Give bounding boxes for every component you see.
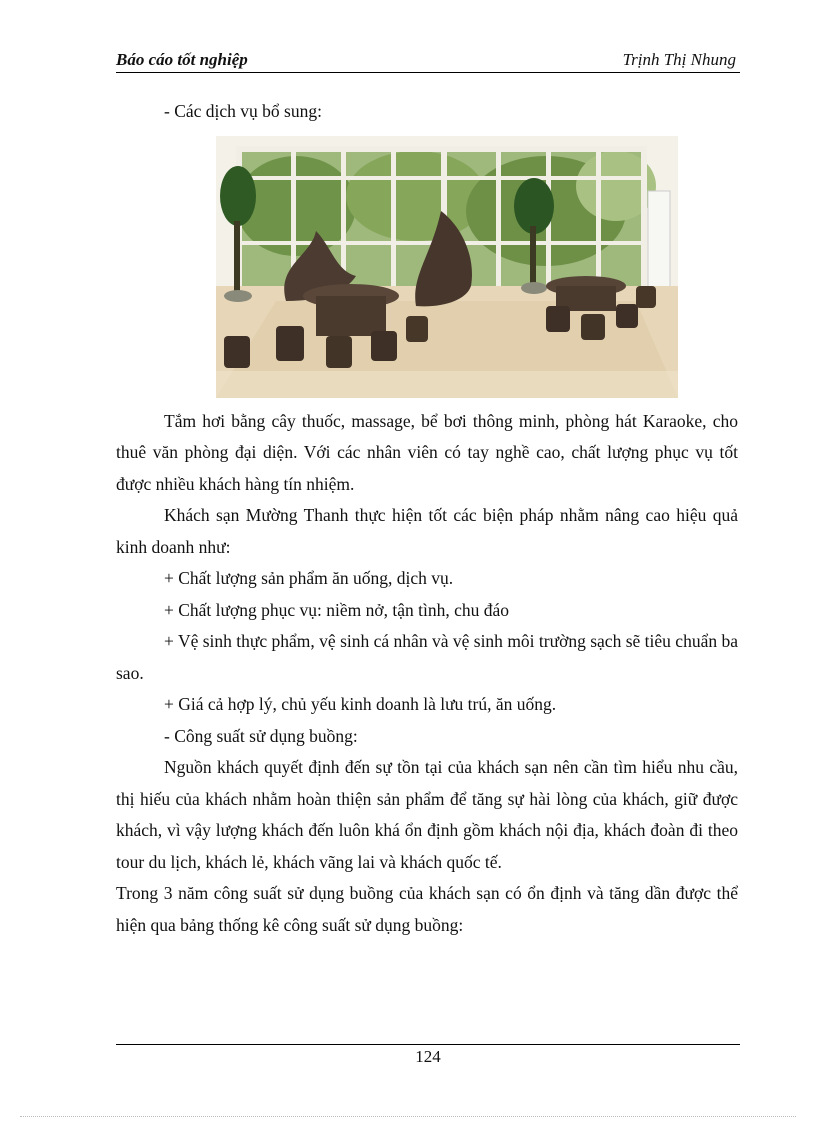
paragraph-measures: Khách sạn Mường Thanh thực hiện tốt các biện pháp nhằm nâng cao hiệu quả kinh doanh như: bbox=[116, 505, 738, 557]
lobby-photo-illustration bbox=[216, 136, 678, 398]
list-item: + Chất lượng sản phẩm ăn uống, dịch vụ. bbox=[164, 568, 454, 588]
page-body bbox=[116, 96, 738, 941]
page-footer bbox=[116, 1044, 740, 1067]
list-item: + Vệ sinh thực phẩm, vệ sinh cá nhân và vệ sinh môi trường sạch sẽ tiêu chuẩn ba sao. bbox=[116, 631, 738, 683]
page-number: 124 bbox=[415, 1047, 441, 1066]
heading-capacity: - Công suất sử dụng buồng: bbox=[164, 725, 358, 746]
paragraph-services: Tắm hơi bằng cây thuốc, massage, bể bơi thông minh, phòng hát Karaoke, cho thuê văn phòng đại diện. Với các nhân viên có tay nghề cao, chất lượng phục vụ tốt được nhiều khách hàng tín nhiệm. bbox=[116, 410, 738, 494]
list-item: + Giá cả hợp lý, chủ yếu kinh doanh là lưu trú, ăn uống. bbox=[164, 694, 557, 714]
paragraph-capacity-continued: Trong 3 năm công suất sử dụng buồng của khách sạn có ổn định và tăng dần được thể hiện qua bảng thống kê công suất sử dụng buồng: bbox=[116, 883, 738, 935]
author-name: Trịnh Thị Nhung bbox=[622, 50, 736, 69]
paragraph-capacity: Nguồn khách quyết định đến sự tồn tại của khách sạn nên cần tìm hiểu nhu cầu, thị hiếu của khách nhằm hoàn thiện sản phẩm để tăng sự hài lòng của khách, giữ được khách, vì vậy lượng khách đến luôn khá ổn định gồm khách nội địa, khách đoàn đi theo tour du lịch, khách lẻ, khách vãng lai và khách quốc tế. bbox=[116, 757, 738, 872]
page-edge-divider bbox=[20, 1116, 796, 1117]
report-title: Báo cáo tốt nghiệp bbox=[116, 50, 248, 69]
list-item: + Chất lượng phục vụ: niềm nở, tận tình, chu đáo bbox=[164, 599, 510, 620]
lobby-photo bbox=[216, 136, 678, 398]
heading-services: - Các dịch vụ bổ sung: bbox=[164, 101, 322, 121]
page-header bbox=[116, 50, 740, 73]
